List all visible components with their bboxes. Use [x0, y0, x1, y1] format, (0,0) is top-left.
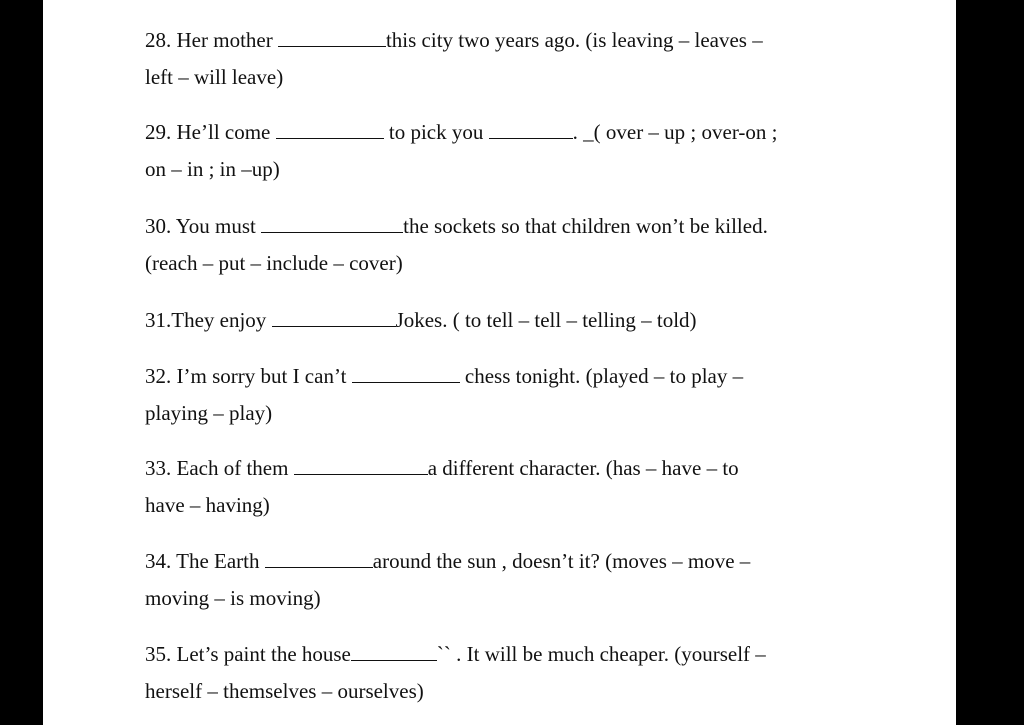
question-text: . _( over – up ; over-on ;	[572, 120, 778, 144]
question-line	[145, 245, 865, 282]
question-text: left – will leave)	[145, 65, 284, 89]
question-text: 29. He’ll come	[145, 120, 276, 144]
question-text: the sockets so that children won’t be killed.	[403, 214, 768, 238]
answer-blank[interactable]	[265, 547, 373, 568]
question-text: chess tonight. (played – to play –	[459, 364, 744, 388]
question-text: moving – is moving)	[145, 586, 321, 610]
question-line	[145, 59, 865, 96]
question-line	[145, 673, 865, 710]
question-line	[145, 543, 865, 580]
question-text: (reach – put – include – cover)	[145, 251, 403, 275]
question-text: 35. Let’s paint the house	[145, 642, 351, 666]
question-line	[145, 580, 865, 617]
question-34	[145, 543, 865, 617]
question-29	[145, 114, 865, 188]
question-line	[145, 302, 865, 339]
question-35	[145, 636, 865, 710]
answer-blank[interactable]	[489, 118, 573, 139]
question-text: a different character. (has – have – to	[427, 456, 739, 480]
answer-blank[interactable]	[261, 212, 403, 233]
question-32	[145, 358, 865, 432]
question-line	[145, 208, 865, 245]
answer-blank[interactable]	[276, 118, 384, 139]
question-text: 34. The Earth	[145, 549, 265, 573]
answer-blank[interactable]	[351, 640, 437, 661]
answer-blank[interactable]	[294, 454, 428, 475]
answer-blank[interactable]	[272, 306, 396, 327]
question-line	[145, 22, 865, 59]
question-line	[145, 151, 865, 188]
question-28	[145, 22, 865, 96]
question-text: 33. Each of them	[145, 456, 294, 480]
answer-blank[interactable]	[352, 362, 460, 383]
question-line	[145, 636, 865, 673]
question-text: 28. Her mother	[145, 28, 278, 52]
question-text: `` . It will be much cheaper. (yourself –	[436, 642, 766, 666]
question-line	[145, 450, 865, 487]
question-line	[145, 395, 865, 432]
question-line	[145, 114, 865, 151]
question-text: 32. I’m sorry but I can’t	[145, 364, 352, 388]
question-text: playing – play)	[145, 401, 273, 425]
question-text: herself – themselves – ourselves)	[145, 679, 424, 703]
question-text: this city two years ago. (is leaving – leaves –	[385, 28, 763, 52]
question-text: around the sun , doesn’t it? (moves – move –	[372, 549, 751, 573]
question-text: to pick you	[383, 120, 489, 144]
answer-blank[interactable]	[278, 26, 386, 47]
question-30	[145, 208, 865, 282]
question-text: have – having)	[145, 493, 270, 517]
question-text: 31.They enjoy	[145, 308, 272, 332]
question-text: on – in ; in –up)	[145, 157, 280, 181]
question-31	[145, 302, 865, 339]
question-line	[145, 358, 865, 395]
question-33	[145, 450, 865, 524]
question-text: 30. You must	[145, 214, 262, 238]
question-text: Jokes. ( to tell – tell – telling – told)	[395, 308, 697, 332]
worksheet-page	[43, 0, 956, 725]
question-line	[145, 487, 865, 524]
